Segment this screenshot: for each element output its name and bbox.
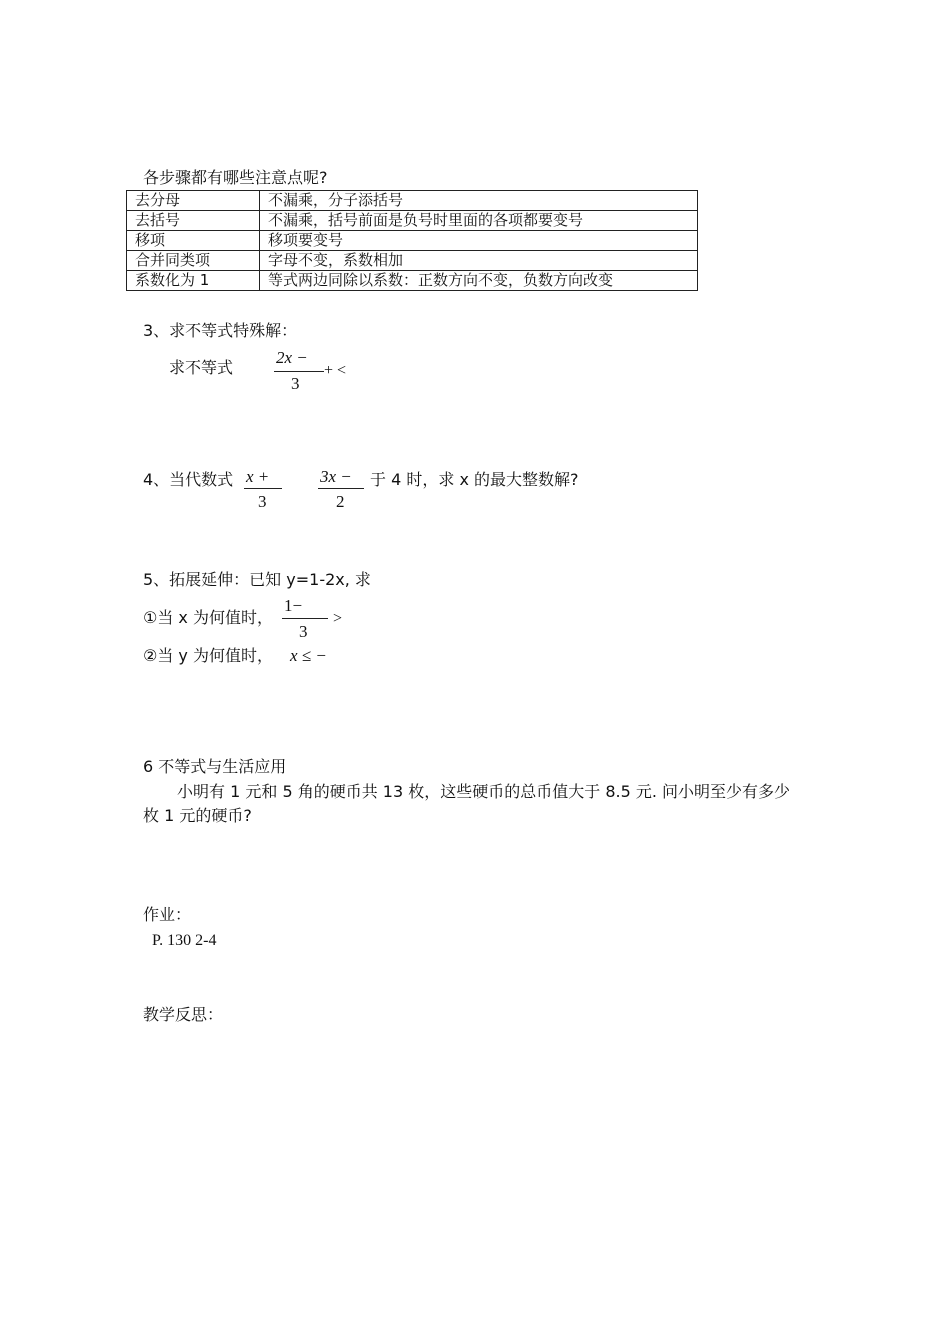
q3-prompt: 求不等式 — [169, 358, 234, 377]
table-row — [127, 231, 698, 251]
q5-line2: ②当 y 为何值时， — [143, 646, 273, 665]
step-note-cell: 等式两边同除以系数：正数方向不变，负数方向改变 — [260, 271, 698, 291]
q5-l1-numerator: 1− — [284, 596, 303, 615]
q4-suffix: 于 4 时，求 x 的最大整数解? — [370, 470, 579, 489]
q6-title: 6 不等式与生活应用 — [143, 757, 287, 776]
steps-table — [126, 190, 698, 291]
step-note-cell: 字母不变，系数相加 — [260, 251, 698, 271]
q5-line1: ①当 x 为何值时， — [143, 608, 273, 627]
step-note-cell: 不漏乘，分子添括号 — [260, 191, 698, 211]
table-row — [127, 271, 698, 291]
step-note-cell: 移项要变号 — [260, 231, 698, 251]
q3-title: 3、求不等式特殊解： — [143, 321, 298, 340]
steps-heading: 各步骤都有哪些注意点呢? — [143, 168, 328, 187]
q4-f1-denominator: 3 — [258, 492, 267, 511]
homework-value: P. 130 2-4 — [152, 932, 217, 949]
step-name-cell: 移项 — [127, 231, 260, 251]
q5-l1-denominator: 3 — [299, 622, 308, 641]
step-name-cell: 系数化为 1 — [127, 271, 260, 291]
q4-prefix: 4、当代数式 — [143, 470, 234, 489]
q3-numerator: 2x − — [276, 348, 308, 367]
table-row — [127, 211, 698, 231]
q4-f2-bar — [318, 488, 364, 489]
reflection-label: 教学反思： — [143, 1005, 224, 1024]
table-row — [127, 251, 698, 271]
q3-denominator: 3 — [291, 374, 300, 393]
q3-tail: + < — [324, 362, 347, 379]
q5-title: 5、拓展延伸：已知 y=1-2x, 求 — [143, 570, 371, 589]
table-row — [127, 191, 698, 211]
q5-l1-tail: > — [333, 610, 343, 627]
q5-l2-expr: x ≤ − — [290, 646, 327, 665]
q6-text-line1: 小明有 1 元和 5 角的硬币共 13 枚，这些硬币的总币值大于 8.5 元. 问小明至少有多少 — [177, 782, 791, 801]
step-name-cell: 合并同类项 — [127, 251, 260, 271]
q6-text-line2: 枚 1 元的硬币? — [143, 806, 252, 825]
homework-label: 作业： — [143, 905, 192, 924]
q4-f1-numerator: x + — [246, 467, 270, 486]
q4-f2-denominator: 2 — [336, 492, 345, 511]
q3-fraction-bar — [274, 371, 324, 372]
step-note-cell: 不漏乘，括号前面是负号时里面的各项都要变号 — [260, 211, 698, 231]
step-name-cell: 去分母 — [127, 191, 260, 211]
q4-f2-numerator: 3x − — [320, 467, 352, 486]
q4-f1-bar — [244, 488, 282, 489]
q5-l1-bar — [282, 618, 328, 619]
step-name-cell: 去括号 — [127, 211, 260, 231]
